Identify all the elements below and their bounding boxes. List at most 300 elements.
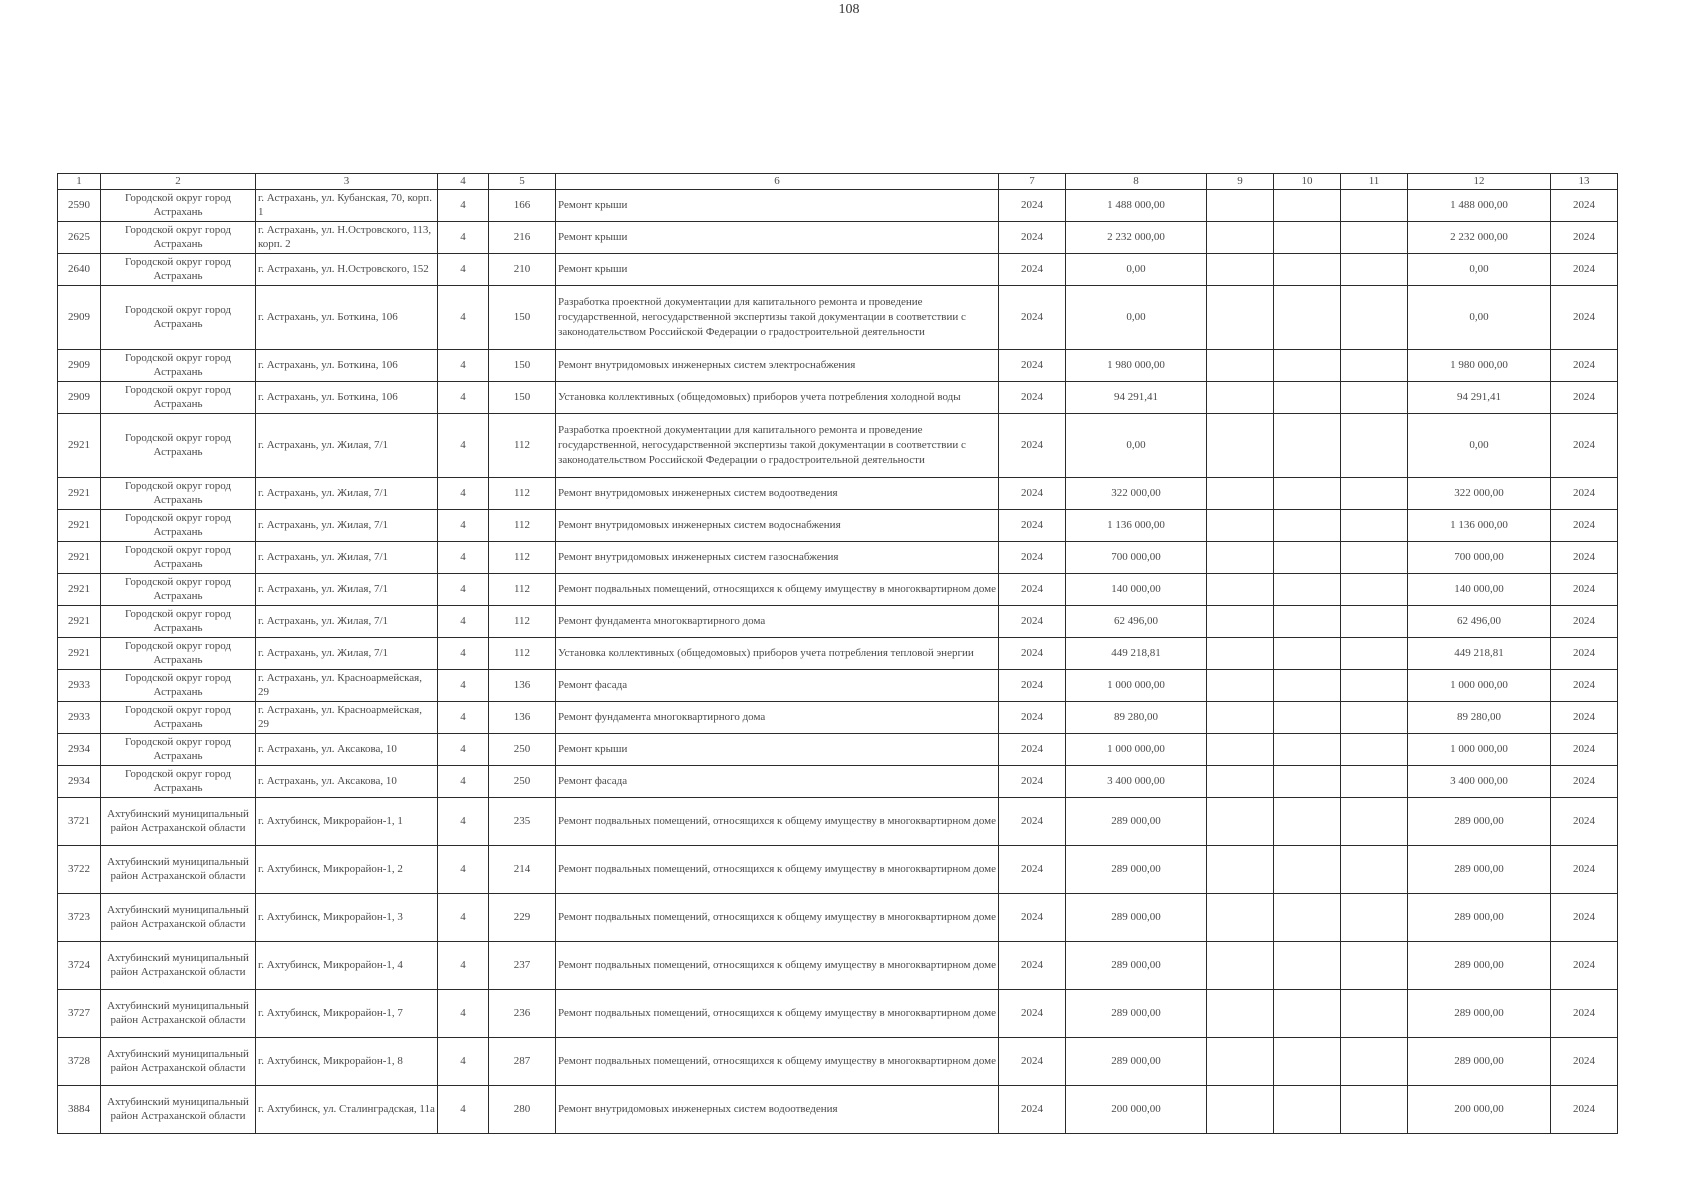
col4-cell: 4: [438, 573, 489, 605]
col5-cell: 210: [489, 253, 556, 285]
col4-cell: 4: [438, 541, 489, 573]
col9-cell: [1207, 733, 1274, 765]
col4-cell: 4: [438, 509, 489, 541]
municipality-cell: Городской округ город Астрахань: [101, 605, 256, 637]
row-id-cell: 3721: [58, 797, 101, 845]
table-row: [58, 253, 1618, 285]
row-id-cell: 2934: [58, 765, 101, 797]
municipality-cell: Ахтубинский муниципальный район Астраханской области: [101, 941, 256, 989]
column-header: 7: [999, 174, 1066, 190]
year-cell: 2024: [999, 797, 1066, 845]
address-cell: г. Астрахань, ул. Н.Островского, 113, корп. 2: [256, 221, 438, 253]
col9-cell: [1207, 189, 1274, 221]
col4-cell: 4: [438, 701, 489, 733]
col5-cell: 136: [489, 701, 556, 733]
column-header: 1: [58, 174, 101, 190]
municipality-cell: Ахтубинский муниципальный район Астраханской области: [101, 989, 256, 1037]
row-id-cell: 2921: [58, 509, 101, 541]
col10-cell: [1274, 669, 1341, 701]
table-row: [58, 669, 1618, 701]
table-row: [58, 573, 1618, 605]
end-year-cell: 2024: [1551, 733, 1618, 765]
row-id-cell: 3722: [58, 845, 101, 893]
amount-cell: 289 000,00: [1066, 941, 1207, 989]
total-cell: 322 000,00: [1408, 477, 1551, 509]
year-cell: 2024: [999, 1085, 1066, 1133]
end-year-cell: 2024: [1551, 509, 1618, 541]
col9-cell: [1207, 541, 1274, 573]
col9-cell: [1207, 669, 1274, 701]
work-type-cell: Ремонт фасада: [556, 765, 999, 797]
year-cell: 2024: [999, 893, 1066, 941]
row-id-cell: 2590: [58, 189, 101, 221]
address-cell: г. Астрахань, ул. Жилая, 7/1: [256, 541, 438, 573]
work-type-cell: Ремонт крыши: [556, 253, 999, 285]
amount-cell: 94 291,41: [1066, 381, 1207, 413]
end-year-cell: 2024: [1551, 893, 1618, 941]
end-year-cell: 2024: [1551, 637, 1618, 669]
col11-cell: [1341, 285, 1408, 349]
col10-cell: [1274, 541, 1341, 573]
work-type-cell: Ремонт внутридомовых инженерных систем электроснабжения: [556, 349, 999, 381]
amount-cell: 62 496,00: [1066, 605, 1207, 637]
col5-cell: 250: [489, 765, 556, 797]
col11-cell: [1341, 989, 1408, 1037]
row-id-cell: 3723: [58, 893, 101, 941]
end-year-cell: 2024: [1551, 797, 1618, 845]
header-row: [58, 174, 1618, 190]
end-year-cell: 2024: [1551, 605, 1618, 637]
end-year-cell: 2024: [1551, 541, 1618, 573]
col11-cell: [1341, 1037, 1408, 1085]
col11-cell: [1341, 733, 1408, 765]
work-type-cell: Ремонт внутридомовых инженерных систем водоснабжения: [556, 509, 999, 541]
total-cell: 289 000,00: [1408, 941, 1551, 989]
col9-cell: [1207, 1037, 1274, 1085]
column-header: 8: [1066, 174, 1207, 190]
total-cell: 289 000,00: [1408, 797, 1551, 845]
end-year-cell: 2024: [1551, 765, 1618, 797]
address-cell: г. Астрахань, ул. Жилая, 7/1: [256, 509, 438, 541]
col11-cell: [1341, 765, 1408, 797]
col9-cell: [1207, 509, 1274, 541]
table-row: [58, 541, 1618, 573]
col10-cell: [1274, 349, 1341, 381]
end-year-cell: 2024: [1551, 477, 1618, 509]
col5-cell: 250: [489, 733, 556, 765]
col10-cell: [1274, 701, 1341, 733]
col10-cell: [1274, 189, 1341, 221]
amount-cell: 1 136 000,00: [1066, 509, 1207, 541]
col5-cell: 136: [489, 669, 556, 701]
year-cell: 2024: [999, 637, 1066, 669]
address-cell: г. Астрахань, ул. Кубанская, 70, корп. 1: [256, 189, 438, 221]
col10-cell: [1274, 893, 1341, 941]
total-cell: 62 496,00: [1408, 605, 1551, 637]
col11-cell: [1341, 253, 1408, 285]
end-year-cell: 2024: [1551, 701, 1618, 733]
capital-repair-table: [57, 173, 1618, 1134]
municipality-cell: Городской округ город Астрахань: [101, 541, 256, 573]
work-type-cell: Ремонт фундамента многоквартирного дома: [556, 701, 999, 733]
col9-cell: [1207, 845, 1274, 893]
col5-cell: 214: [489, 845, 556, 893]
col4-cell: 4: [438, 989, 489, 1037]
col4-cell: 4: [438, 349, 489, 381]
col10-cell: [1274, 605, 1341, 637]
end-year-cell: 2024: [1551, 989, 1618, 1037]
year-cell: 2024: [999, 845, 1066, 893]
end-year-cell: 2024: [1551, 941, 1618, 989]
col9-cell: [1207, 477, 1274, 509]
work-type-cell: Ремонт крыши: [556, 221, 999, 253]
amount-cell: 140 000,00: [1066, 573, 1207, 605]
municipality-cell: Городской округ город Астрахань: [101, 573, 256, 605]
year-cell: 2024: [999, 669, 1066, 701]
end-year-cell: 2024: [1551, 349, 1618, 381]
col4-cell: 4: [438, 285, 489, 349]
table-row: [58, 1085, 1618, 1133]
column-header: 3: [256, 174, 438, 190]
year-cell: 2024: [999, 413, 1066, 477]
end-year-cell: 2024: [1551, 221, 1618, 253]
municipality-cell: Ахтубинский муниципальный район Астраханской области: [101, 893, 256, 941]
col4-cell: 4: [438, 381, 489, 413]
col5-cell: 280: [489, 1085, 556, 1133]
col4-cell: 4: [438, 733, 489, 765]
col10-cell: [1274, 253, 1341, 285]
column-header: 2: [101, 174, 256, 190]
col11-cell: [1341, 573, 1408, 605]
year-cell: 2024: [999, 285, 1066, 349]
col9-cell: [1207, 765, 1274, 797]
table-row: [58, 285, 1618, 349]
work-type-cell: Ремонт внутридомовых инженерных систем водоотведения: [556, 477, 999, 509]
address-cell: г. Астрахань, ул. Жилая, 7/1: [256, 573, 438, 605]
amount-cell: 289 000,00: [1066, 893, 1207, 941]
table-row: [58, 797, 1618, 845]
table-row: [58, 477, 1618, 509]
table-row: [58, 413, 1618, 477]
amount-cell: 289 000,00: [1066, 1037, 1207, 1085]
col5-cell: 166: [489, 189, 556, 221]
table-row: [58, 765, 1618, 797]
work-type-cell: Ремонт подвальных помещений, относящихся к общему имуществу в многоквартирном доме: [556, 941, 999, 989]
municipality-cell: Городской округ город Астрахань: [101, 509, 256, 541]
col11-cell: [1341, 221, 1408, 253]
work-type-cell: Разработка проектной документации для капитального ремонта и проведение государственной, негосударственной экспертизы такой документации в соответствии с законодательством Российской Федерации о градостроительной деятельности: [556, 285, 999, 349]
row-id-cell: 2921: [58, 573, 101, 605]
col9-cell: [1207, 349, 1274, 381]
col11-cell: [1341, 637, 1408, 669]
total-cell: 289 000,00: [1408, 893, 1551, 941]
row-id-cell: 2933: [58, 701, 101, 733]
table-row: [58, 845, 1618, 893]
col4-cell: 4: [438, 765, 489, 797]
total-cell: 1 000 000,00: [1408, 733, 1551, 765]
year-cell: 2024: [999, 941, 1066, 989]
address-cell: г. Астрахань, ул. Боткина, 106: [256, 381, 438, 413]
col4-cell: 4: [438, 941, 489, 989]
col5-cell: 112: [489, 413, 556, 477]
row-id-cell: 2640: [58, 253, 101, 285]
col4-cell: 4: [438, 605, 489, 637]
work-type-cell: Ремонт подвальных помещений, относящихся к общему имуществу в многоквартирном доме: [556, 989, 999, 1037]
col11-cell: [1341, 845, 1408, 893]
municipality-cell: Городской округ город Астрахань: [101, 637, 256, 669]
col11-cell: [1341, 1085, 1408, 1133]
amount-cell: 3 400 000,00: [1066, 765, 1207, 797]
total-cell: 140 000,00: [1408, 573, 1551, 605]
end-year-cell: 2024: [1551, 1085, 1618, 1133]
amount-cell: 289 000,00: [1066, 845, 1207, 893]
municipality-cell: Городской округ город Астрахань: [101, 285, 256, 349]
col10-cell: [1274, 509, 1341, 541]
amount-cell: 449 218,81: [1066, 637, 1207, 669]
total-cell: 2 232 000,00: [1408, 221, 1551, 253]
total-cell: 1 980 000,00: [1408, 349, 1551, 381]
col5-cell: 229: [489, 893, 556, 941]
end-year-cell: 2024: [1551, 1037, 1618, 1085]
municipality-cell: Городской округ город Астрахань: [101, 349, 256, 381]
row-id-cell: 2909: [58, 381, 101, 413]
col10-cell: [1274, 733, 1341, 765]
row-id-cell: 2921: [58, 637, 101, 669]
work-type-cell: Ремонт фундамента многоквартирного дома: [556, 605, 999, 637]
address-cell: г. Ахтубинск, Микрорайон-1, 7: [256, 989, 438, 1037]
col10-cell: [1274, 765, 1341, 797]
col10-cell: [1274, 1037, 1341, 1085]
col11-cell: [1341, 413, 1408, 477]
col5-cell: 150: [489, 349, 556, 381]
total-cell: 1 136 000,00: [1408, 509, 1551, 541]
col11-cell: [1341, 541, 1408, 573]
amount-cell: 1 000 000,00: [1066, 669, 1207, 701]
column-header: 9: [1207, 174, 1274, 190]
col5-cell: 287: [489, 1037, 556, 1085]
amount-cell: 1 488 000,00: [1066, 189, 1207, 221]
year-cell: 2024: [999, 541, 1066, 573]
year-cell: 2024: [999, 221, 1066, 253]
end-year-cell: 2024: [1551, 413, 1618, 477]
column-header: 12: [1408, 174, 1551, 190]
table-row: [58, 381, 1618, 413]
row-id-cell: 2921: [58, 605, 101, 637]
col10-cell: [1274, 221, 1341, 253]
address-cell: г. Ахтубинск, Микрорайон-1, 2: [256, 845, 438, 893]
col4-cell: 4: [438, 797, 489, 845]
end-year-cell: 2024: [1551, 189, 1618, 221]
col5-cell: 112: [489, 573, 556, 605]
municipality-cell: Городской округ город Астрахань: [101, 733, 256, 765]
table-row: [58, 1037, 1618, 1085]
year-cell: 2024: [999, 381, 1066, 413]
col9-cell: [1207, 573, 1274, 605]
col10-cell: [1274, 941, 1341, 989]
municipality-cell: Ахтубинский муниципальный район Астраханской области: [101, 797, 256, 845]
year-cell: 2024: [999, 189, 1066, 221]
col10-cell: [1274, 797, 1341, 845]
work-type-cell: Установка коллективных (общедомовых) приборов учета потребления холодной воды: [556, 381, 999, 413]
table-row: [58, 221, 1618, 253]
municipality-cell: Городской округ город Астрахань: [101, 477, 256, 509]
work-type-cell: Ремонт подвальных помещений, относящихся к общему имуществу в многоквартирном доме: [556, 797, 999, 845]
amount-cell: 1 980 000,00: [1066, 349, 1207, 381]
amount-cell: 289 000,00: [1066, 989, 1207, 1037]
address-cell: г. Астрахань, ул. Боткина, 106: [256, 285, 438, 349]
work-type-cell: Ремонт подвальных помещений, относящихся к общему имуществу в многоквартирном доме: [556, 1037, 999, 1085]
work-type-cell: Ремонт внутридомовых инженерных систем водоотведения: [556, 1085, 999, 1133]
col9-cell: [1207, 701, 1274, 733]
col11-cell: [1341, 477, 1408, 509]
col9-cell: [1207, 893, 1274, 941]
row-id-cell: 3724: [58, 941, 101, 989]
address-cell: г. Астрахань, ул. Красноармейская, 29: [256, 669, 438, 701]
column-header: 4: [438, 174, 489, 190]
year-cell: 2024: [999, 733, 1066, 765]
col4-cell: 4: [438, 669, 489, 701]
row-id-cell: 3884: [58, 1085, 101, 1133]
municipality-cell: Городской округ город Астрахань: [101, 701, 256, 733]
col9-cell: [1207, 413, 1274, 477]
col4-cell: 4: [438, 845, 489, 893]
total-cell: 700 000,00: [1408, 541, 1551, 573]
row-id-cell: 2625: [58, 221, 101, 253]
col5-cell: 112: [489, 605, 556, 637]
total-cell: 3 400 000,00: [1408, 765, 1551, 797]
total-cell: 449 218,81: [1408, 637, 1551, 669]
col4-cell: 4: [438, 413, 489, 477]
work-type-cell: Установка коллективных (общедомовых) приборов учета потребления тепловой энергии: [556, 637, 999, 669]
col9-cell: [1207, 221, 1274, 253]
row-id-cell: 3727: [58, 989, 101, 1037]
col4-cell: 4: [438, 477, 489, 509]
row-id-cell: 2909: [58, 285, 101, 349]
col11-cell: [1341, 669, 1408, 701]
year-cell: 2024: [999, 509, 1066, 541]
col11-cell: [1341, 605, 1408, 637]
total-cell: 289 000,00: [1408, 845, 1551, 893]
work-type-cell: Ремонт фасада: [556, 669, 999, 701]
col5-cell: 150: [489, 381, 556, 413]
col10-cell: [1274, 285, 1341, 349]
col5-cell: 150: [489, 285, 556, 349]
amount-cell: 289 000,00: [1066, 797, 1207, 845]
col9-cell: [1207, 637, 1274, 669]
municipality-cell: Городской округ город Астрахань: [101, 253, 256, 285]
total-cell: 200 000,00: [1408, 1085, 1551, 1133]
address-cell: г. Астрахань, ул. Н.Островского, 152: [256, 253, 438, 285]
col10-cell: [1274, 381, 1341, 413]
col11-cell: [1341, 349, 1408, 381]
total-cell: 89 280,00: [1408, 701, 1551, 733]
column-header: 5: [489, 174, 556, 190]
year-cell: 2024: [999, 1037, 1066, 1085]
municipality-cell: Ахтубинский муниципальный район Астраханской области: [101, 1085, 256, 1133]
work-type-cell: Разработка проектной документации для капитального ремонта и проведение государственной, негосударственной экспертизы такой документации в соответствии с законодательством Российской Федерации о градостроительной деятельности: [556, 413, 999, 477]
address-cell: г. Астрахань, ул. Красноармейская, 29: [256, 701, 438, 733]
work-type-cell: Ремонт внутридомовых инженерных систем газоснабжения: [556, 541, 999, 573]
row-id-cell: 2921: [58, 541, 101, 573]
table-row: [58, 509, 1618, 541]
col5-cell: 216: [489, 221, 556, 253]
end-year-cell: 2024: [1551, 253, 1618, 285]
amount-cell: 0,00: [1066, 253, 1207, 285]
year-cell: 2024: [999, 573, 1066, 605]
table-row: [58, 893, 1618, 941]
col10-cell: [1274, 845, 1341, 893]
work-type-cell: Ремонт подвальных помещений, относящихся к общему имуществу в многоквартирном доме: [556, 573, 999, 605]
col11-cell: [1341, 189, 1408, 221]
row-id-cell: 2909: [58, 349, 101, 381]
col10-cell: [1274, 573, 1341, 605]
amount-cell: 200 000,00: [1066, 1085, 1207, 1133]
col9-cell: [1207, 285, 1274, 349]
col11-cell: [1341, 701, 1408, 733]
address-cell: г. Ахтубинск, Микрорайон-1, 4: [256, 941, 438, 989]
end-year-cell: 2024: [1551, 573, 1618, 605]
table-body: [58, 189, 1618, 1133]
municipality-cell: Городской округ город Астрахань: [101, 189, 256, 221]
col4-cell: 4: [438, 221, 489, 253]
col5-cell: 112: [489, 637, 556, 669]
col11-cell: [1341, 941, 1408, 989]
year-cell: 2024: [999, 253, 1066, 285]
work-type-cell: Ремонт подвальных помещений, относящихся к общему имуществу в многоквартирном доме: [556, 845, 999, 893]
col5-cell: 237: [489, 941, 556, 989]
col10-cell: [1274, 477, 1341, 509]
col10-cell: [1274, 413, 1341, 477]
table-row: [58, 989, 1618, 1037]
work-type-cell: Ремонт крыши: [556, 733, 999, 765]
address-cell: г. Астрахань, ул. Жилая, 7/1: [256, 637, 438, 669]
municipality-cell: Ахтубинский муниципальный район Астраханской области: [101, 845, 256, 893]
amount-cell: 322 000,00: [1066, 477, 1207, 509]
col10-cell: [1274, 637, 1341, 669]
address-cell: г. Астрахань, ул. Жилая, 7/1: [256, 477, 438, 509]
end-year-cell: 2024: [1551, 285, 1618, 349]
col5-cell: 112: [489, 477, 556, 509]
address-cell: г. Ахтубинск, Микрорайон-1, 3: [256, 893, 438, 941]
col10-cell: [1274, 989, 1341, 1037]
end-year-cell: 2024: [1551, 381, 1618, 413]
table-row: [58, 733, 1618, 765]
column-header: 13: [1551, 174, 1618, 190]
col9-cell: [1207, 1085, 1274, 1133]
table-row: [58, 941, 1618, 989]
end-year-cell: 2024: [1551, 669, 1618, 701]
col4-cell: 4: [438, 1085, 489, 1133]
address-cell: г. Астрахань, ул. Аксакова, 10: [256, 733, 438, 765]
col9-cell: [1207, 605, 1274, 637]
end-year-cell: 2024: [1551, 845, 1618, 893]
work-type-cell: Ремонт подвальных помещений, относящихся к общему имуществу в многоквартирном доме: [556, 893, 999, 941]
row-id-cell: 2934: [58, 733, 101, 765]
year-cell: 2024: [999, 701, 1066, 733]
amount-cell: 1 000 000,00: [1066, 733, 1207, 765]
year-cell: 2024: [999, 349, 1066, 381]
col4-cell: 4: [438, 893, 489, 941]
amount-cell: 0,00: [1066, 285, 1207, 349]
col5-cell: 112: [489, 541, 556, 573]
total-cell: 0,00: [1408, 413, 1551, 477]
total-cell: 1 000 000,00: [1408, 669, 1551, 701]
year-cell: 2024: [999, 989, 1066, 1037]
col10-cell: [1274, 1085, 1341, 1133]
column-header: 6: [556, 174, 999, 190]
col9-cell: [1207, 797, 1274, 845]
table-row: [58, 189, 1618, 221]
